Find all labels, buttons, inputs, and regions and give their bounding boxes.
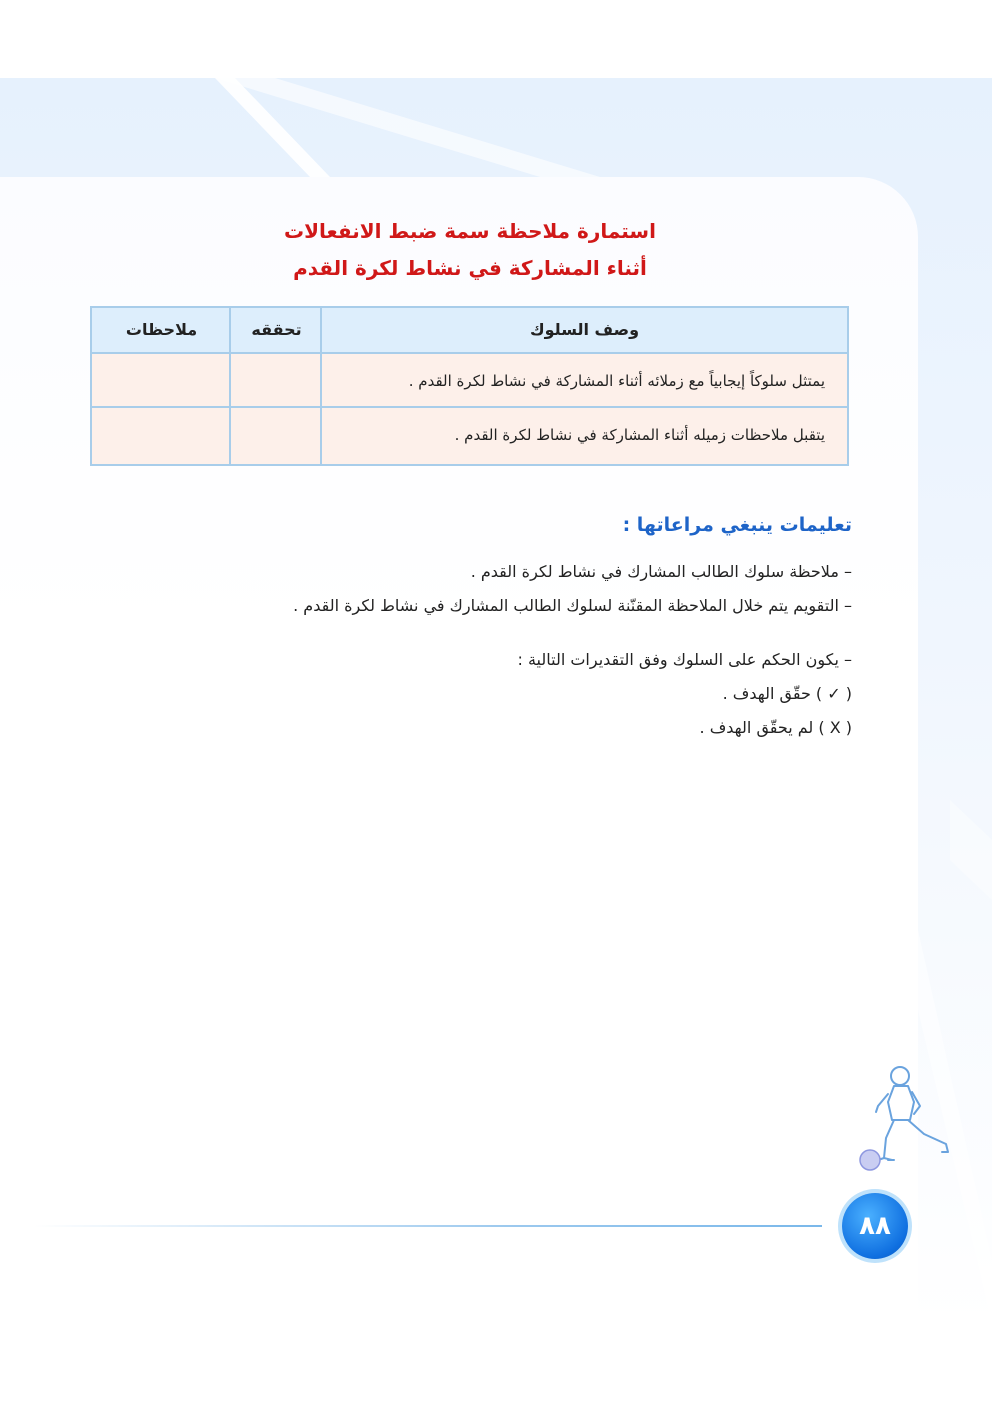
- page-number: ٨٨: [842, 1193, 908, 1259]
- row-2-notes[interactable]: [92, 408, 231, 464]
- form-subtitle: أثناء المشاركة في نشاط لكرة القدم: [293, 256, 647, 280]
- row-2-achieved[interactable]: [231, 408, 322, 464]
- football-player-icon: [848, 1062, 960, 1174]
- instruction-item: – يكون الحكم على السلوك وفق التقديرات التالية :: [517, 650, 852, 669]
- table-divider: [92, 352, 847, 354]
- rating-achieved: ( ✓ ) حقّق الهدف .: [722, 684, 852, 703]
- instruction-item: – ملاحظة سلوك الطالب المشارك في نشاط لكرة القدم .: [470, 562, 852, 581]
- table-divider: [92, 406, 847, 408]
- row-1-notes[interactable]: [92, 354, 231, 406]
- header-achieved: تحققه: [231, 308, 322, 352]
- row-1-description: يمتثل سلوكاً إيجابياً مع زملائه أثناء المشاركة في نشاط لكرة القدم .: [322, 354, 847, 406]
- rating-not-achieved: ( X ) لم يحقّق الهدف .: [699, 718, 852, 737]
- observation-table: [90, 306, 849, 466]
- instructions-title: تعليمات ينبغي مراعاتها :: [622, 514, 852, 536]
- row-2-description: يتقبل ملاحظات زميله أثناء المشاركة في نشاط لكرة القدم .: [322, 408, 847, 464]
- instruction-item: – التقويم يتم خلال الملاحظة المقنّنة لسلوك الطالب المشارك في نشاط لكرة القدم .: [293, 596, 852, 615]
- footer-rule: [34, 1225, 822, 1227]
- header-description: وصف السلوك: [322, 308, 847, 352]
- form-title: استمارة ملاحظة سمة ضبط الانفعالات: [284, 219, 656, 243]
- table-divider: [320, 308, 322, 464]
- table-divider: [229, 308, 231, 464]
- row-1-achieved[interactable]: [231, 354, 322, 406]
- header-notes: ملاحظات: [92, 308, 231, 352]
